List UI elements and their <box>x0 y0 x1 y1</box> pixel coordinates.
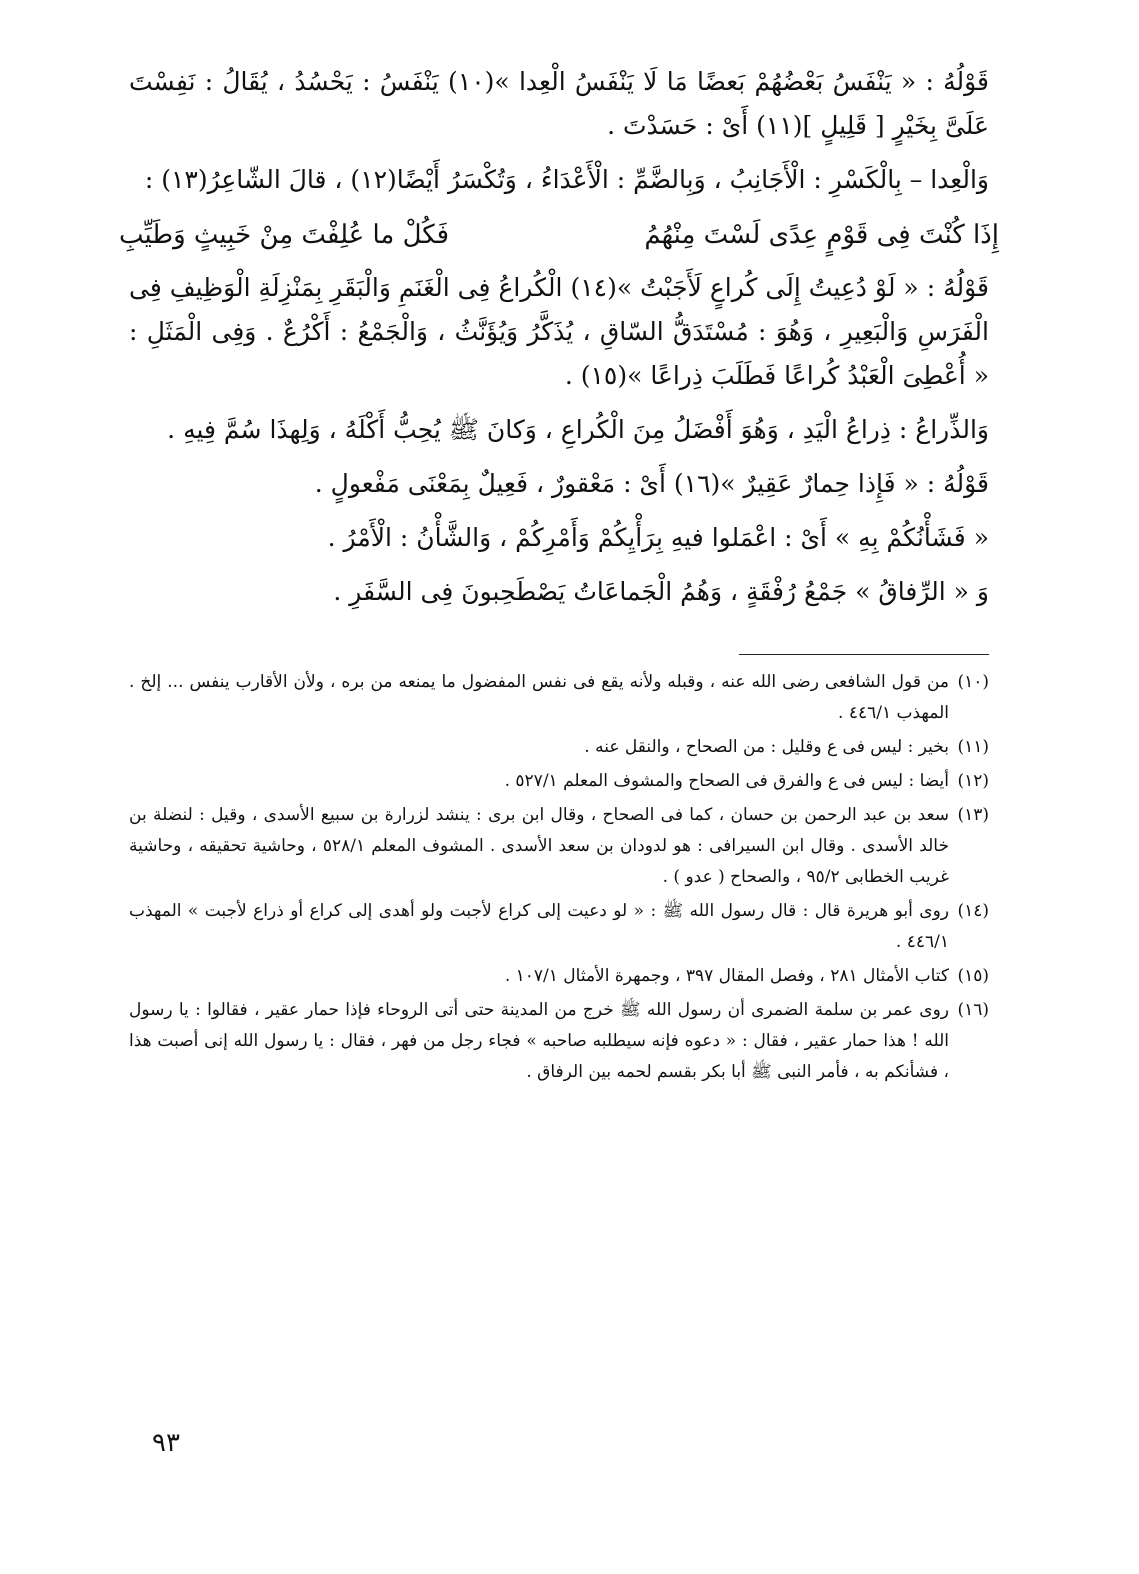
footnote-text: كتاب الأمثال ٢٨١ ، وفصل المقال ٣٩٧ ، وجمهرة الأمثال ١٠٧/١ . <box>504 966 949 986</box>
footnote-12 <box>129 766 989 797</box>
footnote-number: (١٣) <box>957 805 989 825</box>
footnote-number: (١٦) <box>957 1000 989 1020</box>
footnote-number: (١٢) <box>957 771 989 791</box>
footnote-13 <box>129 800 989 893</box>
footnote-number: (١١) <box>957 737 989 757</box>
paragraph-6: « فَشَأْنُكُمْ بِهِ » أَىْ : اعْمَلوا فيهِ بِرَأْيِكُمْ وَأَمْرِكُمْ ، وَالشَّأْنُ : الْأَمْرُ . <box>327 523 989 552</box>
paragraph-4: وَالذِّراعُ : ذِراعُ الْيَدِ ، وَهُوَ أَفْضَلُ مِنَ الْكُراعِ ، وَكانَ ﷺ يُحِبُّ أَكْلَهُ ، وَلِهذَا سُمَّ فِيهِ . <box>167 415 989 444</box>
paragraph-5: قَوْلُهُ : « فَإِذا حِمارٌ عَقِيرٌ »(١٦) أَىْ : مَعْقورٌ ، فَعِيلٌ بِمَعْنَى مَفْعولٍ . <box>314 469 989 498</box>
footnote-text: من قول الشافعى رضى الله عنه ، وقبله ولأنه يقع فى نفس المفضول ما يمنعه من بره ، ولأن الأقارب ينفس ... إلخ . المهذب ٤٤٦/١ . <box>129 672 949 723</box>
page-number: ٩٣ <box>152 1428 180 1458</box>
footnote-15 <box>129 961 989 992</box>
footnote-number: (١٥) <box>957 966 989 986</box>
verse-first-hemistich: إِذَا كُنْتَ فِى قَوْمٍ عِدًى لَسْتَ مِنْهُمُ <box>644 220 999 250</box>
footnote-divider <box>739 654 989 655</box>
footnotes <box>129 667 989 1088</box>
verse-second-hemistich: فَكُلْ ما عُلِفْتَ مِنْ خَبِيثٍ وَطَيِّبِ <box>119 220 450 250</box>
footnote-text: سعد بن عبد الرحمن بن حسان ، كما فى الصحاح ، وقال ابن برى : ينشد لزرارة بن سبيع الأسدى ، وقيل : لنضلة بن خالد الأسدى . وقال ابن السيرافى : هو لدودان بن سعد الأسدى . المشوف المعلم ٥٢٨/١ ، وحاشية تحقيقه ، وحاشية غريب الخطابى ٩٥/٢ ، والصحاح ( عدو ) . <box>129 805 949 887</box>
footnote-11 <box>129 732 989 763</box>
footnote-number: (١٤) <box>957 901 989 921</box>
paragraph-3: قَوْلُهُ : « لَوْ دُعِيتُ إِلَى كُراعٍ لَأَجَبْتُ »(١٤) الْكُراعُ فِى الْغَنَمِ وَالْبَقَرِ بِمَنْزِلَةِ الْوَظِيفِ فِى الْفَرَسِ وَالْبَعِيرِ ، وَهُوَ : مُسْتَدَقُّ السّاقِ ، يُذَكَّرُ وَيُؤَنَّثُ ، وَالْجَمْعُ : أَكْرُعٌ . وَفِى الْمَثَلِ : « أُعْطِىَ الْعَبْدُ كُراعًا فَطَلَبَ ذِراعًا »(١٥) . <box>129 273 989 390</box>
footnote-text: بخير : ليس فى ع وقليل : من الصحاح ، والنقل عنه . <box>584 737 949 757</box>
footnote-10 <box>129 667 989 729</box>
footnote-number: (١٠) <box>957 672 989 692</box>
page-body <box>119 60 999 1091</box>
footnote-16 <box>129 995 989 1088</box>
footnote-text: أيضا : ليس فى ع والفرق فى الصحاح والمشوف المعلم ٥٢٧/١ . <box>504 771 949 791</box>
main-text <box>119 60 999 614</box>
footnote-text: روى عمر بن سلمة الضمرى أن رسول الله ﷺ خرج من المدينة حتى أتى الروحاء فإذا حمار عقير ، فقالوا : يا رسول الله ! هذا حمار عقير ، فقال : « دعوه فإنه سيطلبه صاحبه » فجاء رجل من فهر ، فقال : يا رسول الله إنى أصبت هذا ، فشأنكم به ، فأمر النبى ﷺ أبا بكر بقسم لحمه بين الرفاق . <box>129 1000 949 1082</box>
footnote-text: روى أبو هريرة قال : قال رسول الله ﷺ : « لو دعيت إلى كراع لأجبت ولو أهدى إلى كراع أو ذراع لأجبت » المهذب ٤٤٦/١ . <box>129 901 949 952</box>
paragraph-7: وَ « الرِّفاقُ » جَمْعُ رُفْقَةٍ ، وَهُمُ الْجَماعَاتُ يَصْطَحِبونَ فِى السَّفَرِ . <box>333 577 989 606</box>
poetry-verse <box>119 212 999 258</box>
paragraph-2: وَالْعِدا – بِالْكَسْرِ : الْأَجَانِبُ ، وَبِالضَّمِّ : الْأَعْدَاءُ ، وَتُكْسَرُ أَيْضًا(١٢) ، قالَ الشّاعِرُ(١٣) : <box>144 165 989 194</box>
footnote-14 <box>129 896 989 958</box>
paragraph-1: قَوْلُهُ : « يَنْفَسُ بَعْضُهُمْ بَعضًا مَا لَا يَنْفَسُ الْعِدا »(١٠) يَنْفَسُ : يَحْسُدُ ، يُقَالُ : نَفِسْتَ عَلَىَّ بِخَيْرٍ [ قَلِيلٍ ](١١) أَىْ : حَسَدْتَ . <box>129 67 990 140</box>
